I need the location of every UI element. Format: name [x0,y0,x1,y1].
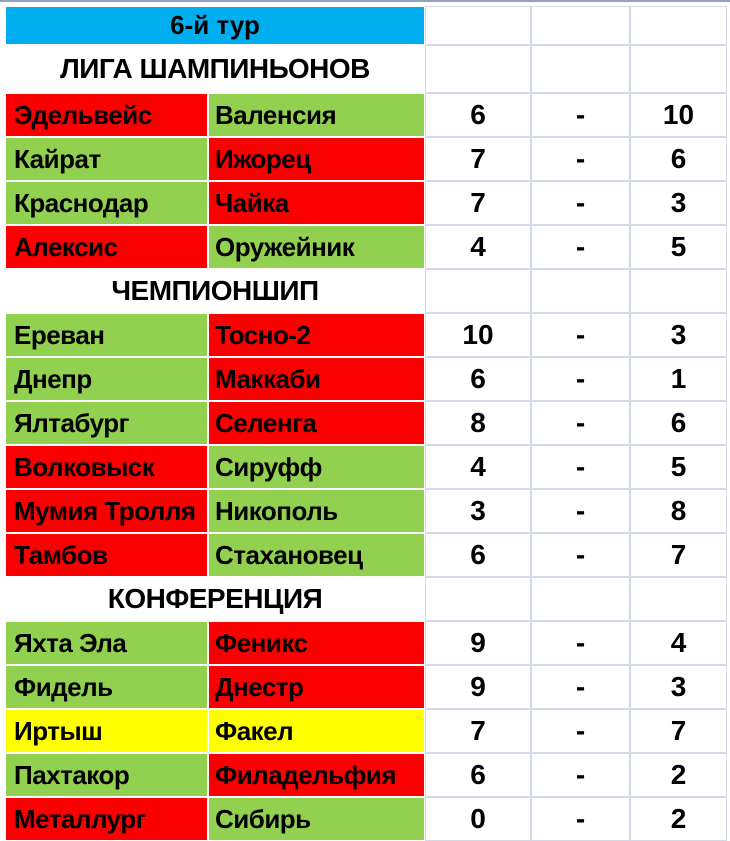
match-row [5,313,730,357]
away-score-cell[interactable]: 2 [630,753,727,797]
score-separator-cell[interactable]: - [531,357,630,401]
home-team-cell[interactable]: Металлург [5,797,208,841]
empty-score-cell[interactable] [630,577,727,621]
empty-separator-cell[interactable] [531,577,630,621]
match-row [5,401,730,445]
match-row [5,137,730,181]
match-row [5,445,730,489]
round-header-cell[interactable] [5,6,425,45]
away-score-cell[interactable]: 6 [630,137,727,181]
away-team-cell[interactable]: Феникс [208,621,425,665]
score-separator-cell[interactable]: - [531,621,630,665]
away-team-cell[interactable]: Оружейник [208,225,425,269]
away-team-cell[interactable]: Сируфф [208,445,425,489]
match-row [5,665,730,709]
score-separator-cell[interactable]: - [531,313,630,357]
home-score-cell[interactable]: 4 [425,445,531,489]
match-row [5,533,730,577]
home-score-cell[interactable]: 6 [425,357,531,401]
away-team-cell[interactable]: Ижорец [208,137,425,181]
away-score-cell[interactable]: 5 [630,225,727,269]
score-separator-cell[interactable]: - [531,665,630,709]
score-separator-cell[interactable]: - [531,137,630,181]
home-score-cell[interactable]: 3 [425,489,531,533]
match-row [5,753,730,797]
home-score-cell[interactable]: 0 [425,797,531,841]
home-score-cell[interactable]: 7 [425,181,531,225]
away-score-cell[interactable]: 8 [630,489,727,533]
empty-score-cell[interactable] [630,6,727,45]
away-team-cell[interactable]: Факел [208,709,425,753]
away-team-cell[interactable]: Сибирь [208,797,425,841]
home-team-cell[interactable]: Иртыш [5,709,208,753]
away-score-cell[interactable]: 2 [630,797,727,841]
section-title: КОНФЕРЕНЦИЯ [107,583,323,614]
home-score-cell[interactable]: 7 [425,709,531,753]
home-team-cell[interactable]: Краснодар [5,181,208,225]
match-row [5,797,730,841]
match-row [5,357,730,401]
score-separator-cell[interactable]: - [531,709,630,753]
home-team-cell[interactable]: Яхта Эла [5,621,208,665]
match-row [5,621,730,665]
home-team-cell[interactable]: Кайрат [5,137,208,181]
score-separator-cell[interactable]: - [531,445,630,489]
section-title-cell[interactable] [5,269,425,313]
score-separator-cell[interactable]: - [531,753,630,797]
home-score-cell[interactable]: 9 [425,621,531,665]
home-team-cell[interactable]: Эдельвейс [5,93,208,137]
away-team-cell[interactable]: Филадельфия [208,753,425,797]
away-score-cell[interactable]: 1 [630,357,727,401]
score-separator-cell[interactable]: - [531,93,630,137]
section-header-row [5,577,730,621]
away-score-cell[interactable]: 3 [630,665,727,709]
match-row [5,225,730,269]
home-team-cell[interactable]: Алексис [5,225,208,269]
home-team-cell[interactable]: Волковыск [5,445,208,489]
home-score-cell[interactable]: 6 [425,533,531,577]
match-row [5,93,730,137]
score-separator-cell[interactable]: - [531,533,630,577]
score-separator-cell[interactable]: - [531,225,630,269]
section-title-cell[interactable] [5,45,425,93]
away-team-cell[interactable]: Стахановец [208,533,425,577]
score-separator-cell[interactable]: - [531,797,630,841]
empty-score-cell[interactable] [425,577,531,621]
match-row [5,709,730,753]
home-score-cell[interactable]: 9 [425,665,531,709]
away-team-cell[interactable]: Маккаби [208,357,425,401]
section-header-row [5,269,730,313]
score-separator-cell[interactable]: - [531,489,630,533]
home-team-cell[interactable]: Фидель [5,665,208,709]
home-score-cell[interactable]: 4 [425,225,531,269]
home-score-cell[interactable]: 10 [425,313,531,357]
away-score-cell[interactable]: 6 [630,401,727,445]
section-title-cell[interactable] [5,577,425,621]
away-score-cell[interactable]: 4 [630,621,727,665]
away-team-cell[interactable]: Днестр [208,665,425,709]
away-score-cell[interactable]: 5 [630,445,727,489]
score-separator-cell[interactable]: - [531,181,630,225]
score-separator-cell[interactable]: - [531,401,630,445]
home-score-cell[interactable]: 6 [425,93,531,137]
home-team-cell[interactable]: Днепр [5,357,208,401]
section-title: ЧЕМПИОНШИП [111,275,319,306]
empty-score-cell[interactable] [425,269,531,313]
round-header-row [5,6,730,45]
away-score-cell[interactable]: 7 [630,533,727,577]
away-team-cell[interactable]: Тосно-2 [208,313,425,357]
away-score-cell[interactable]: 3 [630,313,727,357]
away-score-cell[interactable]: 7 [630,709,727,753]
away-score-cell[interactable]: 3 [630,181,727,225]
away-score-cell[interactable]: 10 [630,93,727,137]
empty-separator-cell[interactable] [531,45,630,93]
section-title: ЛИГА ШАМПИНЬОНОВ [60,53,370,84]
empty-score-cell[interactable] [630,45,727,93]
match-row [5,489,730,533]
home-team-cell[interactable]: Мумия Тролля [5,489,208,533]
match-row [5,181,730,225]
home-team-cell[interactable]: Ереван [5,313,208,357]
table-body [5,45,730,841]
home-score-cell[interactable]: 6 [425,753,531,797]
empty-score-cell[interactable] [425,45,531,93]
away-team-cell[interactable]: Валенсия [208,93,425,137]
empty-separator-cell[interactable] [531,6,630,45]
round-label: 6-й тур [170,10,260,40]
home-team-cell[interactable]: Тамбов [5,533,208,577]
home-team-cell[interactable]: Пахтакор [5,753,208,797]
home-score-cell[interactable]: 8 [425,401,531,445]
empty-score-cell[interactable] [630,269,727,313]
home-score-cell[interactable]: 7 [425,137,531,181]
away-team-cell[interactable]: Никополь [208,489,425,533]
section-header-row [5,45,730,93]
away-team-cell[interactable]: Селенга [208,401,425,445]
empty-score-cell[interactable] [425,6,531,45]
empty-separator-cell[interactable] [531,269,630,313]
away-team-cell[interactable]: Чайка [208,181,425,225]
home-team-cell[interactable]: Ялтабург [5,401,208,445]
